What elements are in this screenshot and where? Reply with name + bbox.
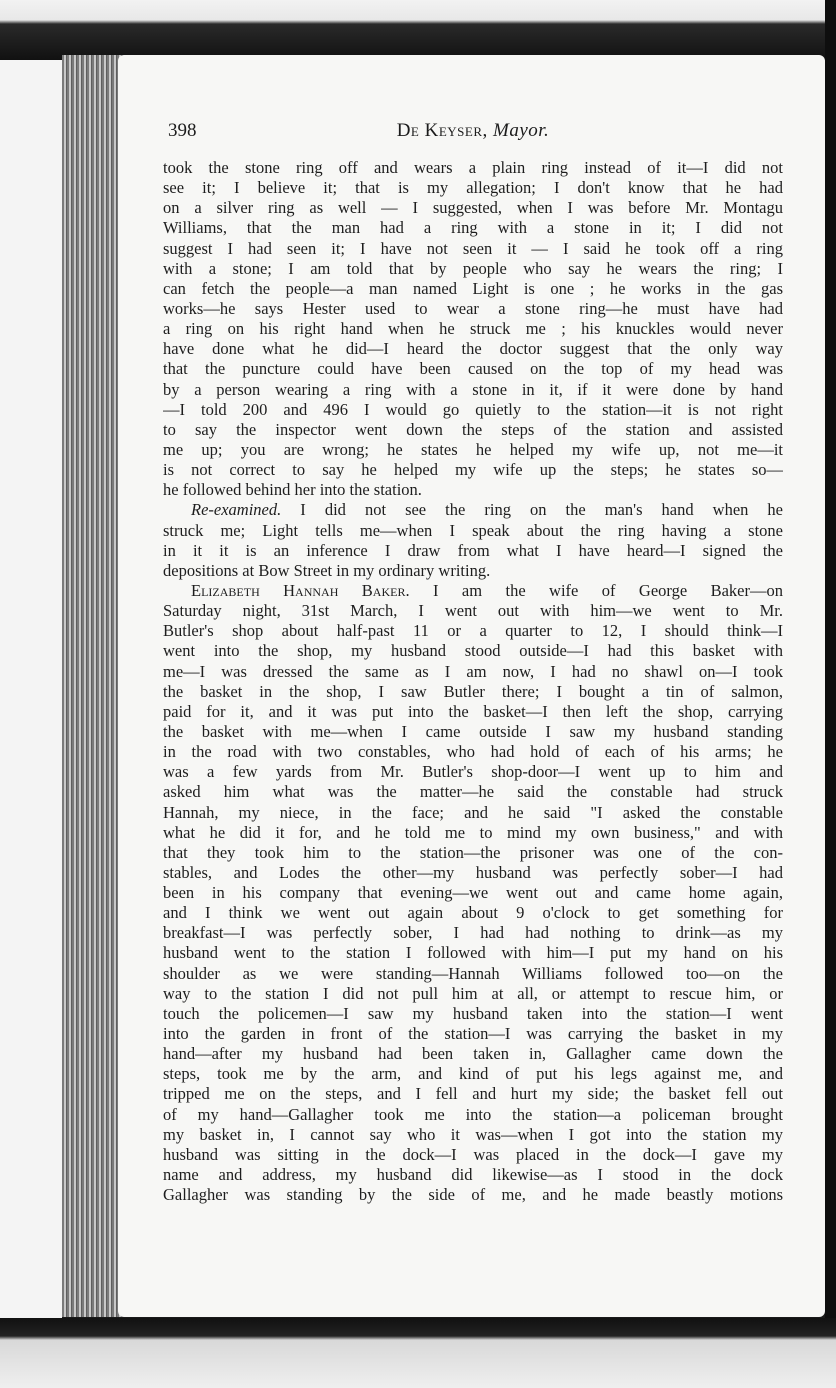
text-line: husband was sitting in the dock—I was placed in the dock—I gave my [163,1144,783,1164]
text-line: touch the policemen—I saw my husband taken into the station—I went [163,1003,783,1023]
text-line: —I told 200 and 496 I would go quietly to the station—it is not right [163,399,783,419]
text-line: have done what he did—I heard the doctor suggest that the only way [163,339,783,359]
text-line: Williams, that the man had a ring with a stone in it; I did not [163,218,783,238]
text-fragment: I did not see the ring on the man's hand when he [300,500,783,520]
text-line: Saturday night, 31st March, I went out with him—we went to Mr. [163,601,783,621]
witness-name: Elizabeth Hannah Baker. [191,580,410,600]
text-line: he followed behind her into the station. [163,480,422,500]
text-line: in it it is an inference I draw from what I have heard—I signed the [163,540,783,560]
text-line: a ring on his right hand when he struck me ; his knuckles would never [163,319,783,339]
reexamined-label: Re-examined. [191,500,282,520]
testimony-continued [163,158,783,500]
text-line: that the puncture could have been caused on the top of my head was [163,359,783,379]
page-title [168,120,778,142]
body-text [163,158,783,1205]
text-line: see it; I believe it; that is my allegation; I don't know that he had [163,178,783,198]
page-number: 398 [168,120,197,141]
text-line: into the garden in front of the station—I was carrying the basket in my [163,1024,783,1044]
text-fragment: I am the wife of George Baker—on [433,580,783,600]
text-line: struck me; Light tells me—when I speak about the ring having a stone [163,520,783,540]
text-line: in the road with two constables, who had hold of each of his arms; he [163,742,783,762]
text-line: Gallagher was standing by the side of me, and he made beastly motions [163,1185,783,1205]
text-line: hand—after my husband had been taken in, Gallagher came down the [163,1044,783,1064]
text-line: name and address, my husband did likewise—as I stood in the dock [163,1165,783,1185]
text-line: on a silver ring as well — I suggested, when I was before Mr. Montagu [163,198,783,218]
text-line: by a person wearing a ring with a stone in it, if it were done by hand [163,379,783,399]
title-suffix: Mayor. [493,120,550,141]
text-line: was a few yards from Mr. Butler's shop-door—I went up to him and [163,762,783,782]
text-line: me—I was dressed the same as I am now, I had no shawl on—I took [163,661,783,681]
text-line: tripped me on the steps, and I fell and hurt my side; the basket fell out [163,1084,783,1104]
text-line: Hannah, my niece, in the face; and he said "I asked the constable [163,802,783,822]
text-line: works—he says Hester used to wear a stone ring—he must have had [163,298,783,318]
text-line: went into the shop, my husband stood outside—I had this basket with [163,641,783,661]
text-line: been in his company that evening—we went out and came home again, [163,883,783,903]
scan-bottom-edge [0,1318,836,1388]
scan-left-margin [0,0,62,1388]
text-line: me up; you are wrong; he states he helped my wife up, not me—it [163,439,783,459]
text-line: my basket in, I cannot say who it was—when I got into the station my [163,1124,783,1144]
text-line: what he did it for, and he told me to mind my own business," and with [163,822,783,842]
text-line: asked him what was the matter—he said the constable had struck [163,782,783,802]
text-line: stables, and Lodes the other—my husband was perfectly sober—I had [163,862,783,882]
book-page-edges [62,55,122,1317]
paragraph-first-line [163,500,783,520]
reexamination-paragraph [163,500,783,581]
text-line: and I think we went out again about 9 o'clock to get something for [163,903,783,923]
text-line: is not correct to say he helped my wife up the steps; he states so— [163,460,783,480]
text-line: that they took him to the station—the prisoner was one of the con- [163,842,783,862]
text-line: with a stone; I am told that by people who say he wears the ring; I [163,258,783,278]
text-line: of my hand—Gallagher took me into the station—a policeman brought [163,1104,783,1124]
text-line: way to the station I did not pull him at all, or attempt to rescue him, or [163,983,783,1003]
text-line: husband went to the station I followed with him—I put my hand on his [163,943,783,963]
title-name: De Keyser, [396,120,488,141]
text-line: the basket with me—when I came outside I saw my husband standing [163,721,783,741]
running-head [168,120,778,150]
text-line: took the stone ring off and wears a plain ring instead of it—I did not [163,158,783,177]
scan-right-edge [825,0,836,1388]
paragraph-first-line [163,581,783,601]
text-line: depositions at Bow Street in my ordinary writing. [163,560,491,580]
text-line: steps, took me by the arm, and kind of put his legs against me, and [163,1064,783,1084]
text-line: to say the inspector went down the steps of the station and assisted [163,419,783,439]
text-line: can fetch the people—a man named Light is one ; he works in the gas [163,278,783,298]
text-line: suggest I had seen it; I have not seen it — I said he took off a ring [163,238,783,258]
text-line: Butler's shop about half-past 11 or a quarter to 12, I should think—I [163,621,783,641]
text-line: the basket in the shop, I saw Butler there; I bought a tin of salmon, [163,681,783,701]
text-line: paid for it, and it was put into the basket—I then left the shop, carrying [163,701,783,721]
text-line: breakfast—I was perfectly sober, I had had nothing to drink—as my [163,923,783,943]
witness-paragraph [163,581,783,1205]
scan-top-edge [0,0,836,60]
text-line: shoulder as we were standing—Hannah Williams followed too—on the [163,963,783,983]
